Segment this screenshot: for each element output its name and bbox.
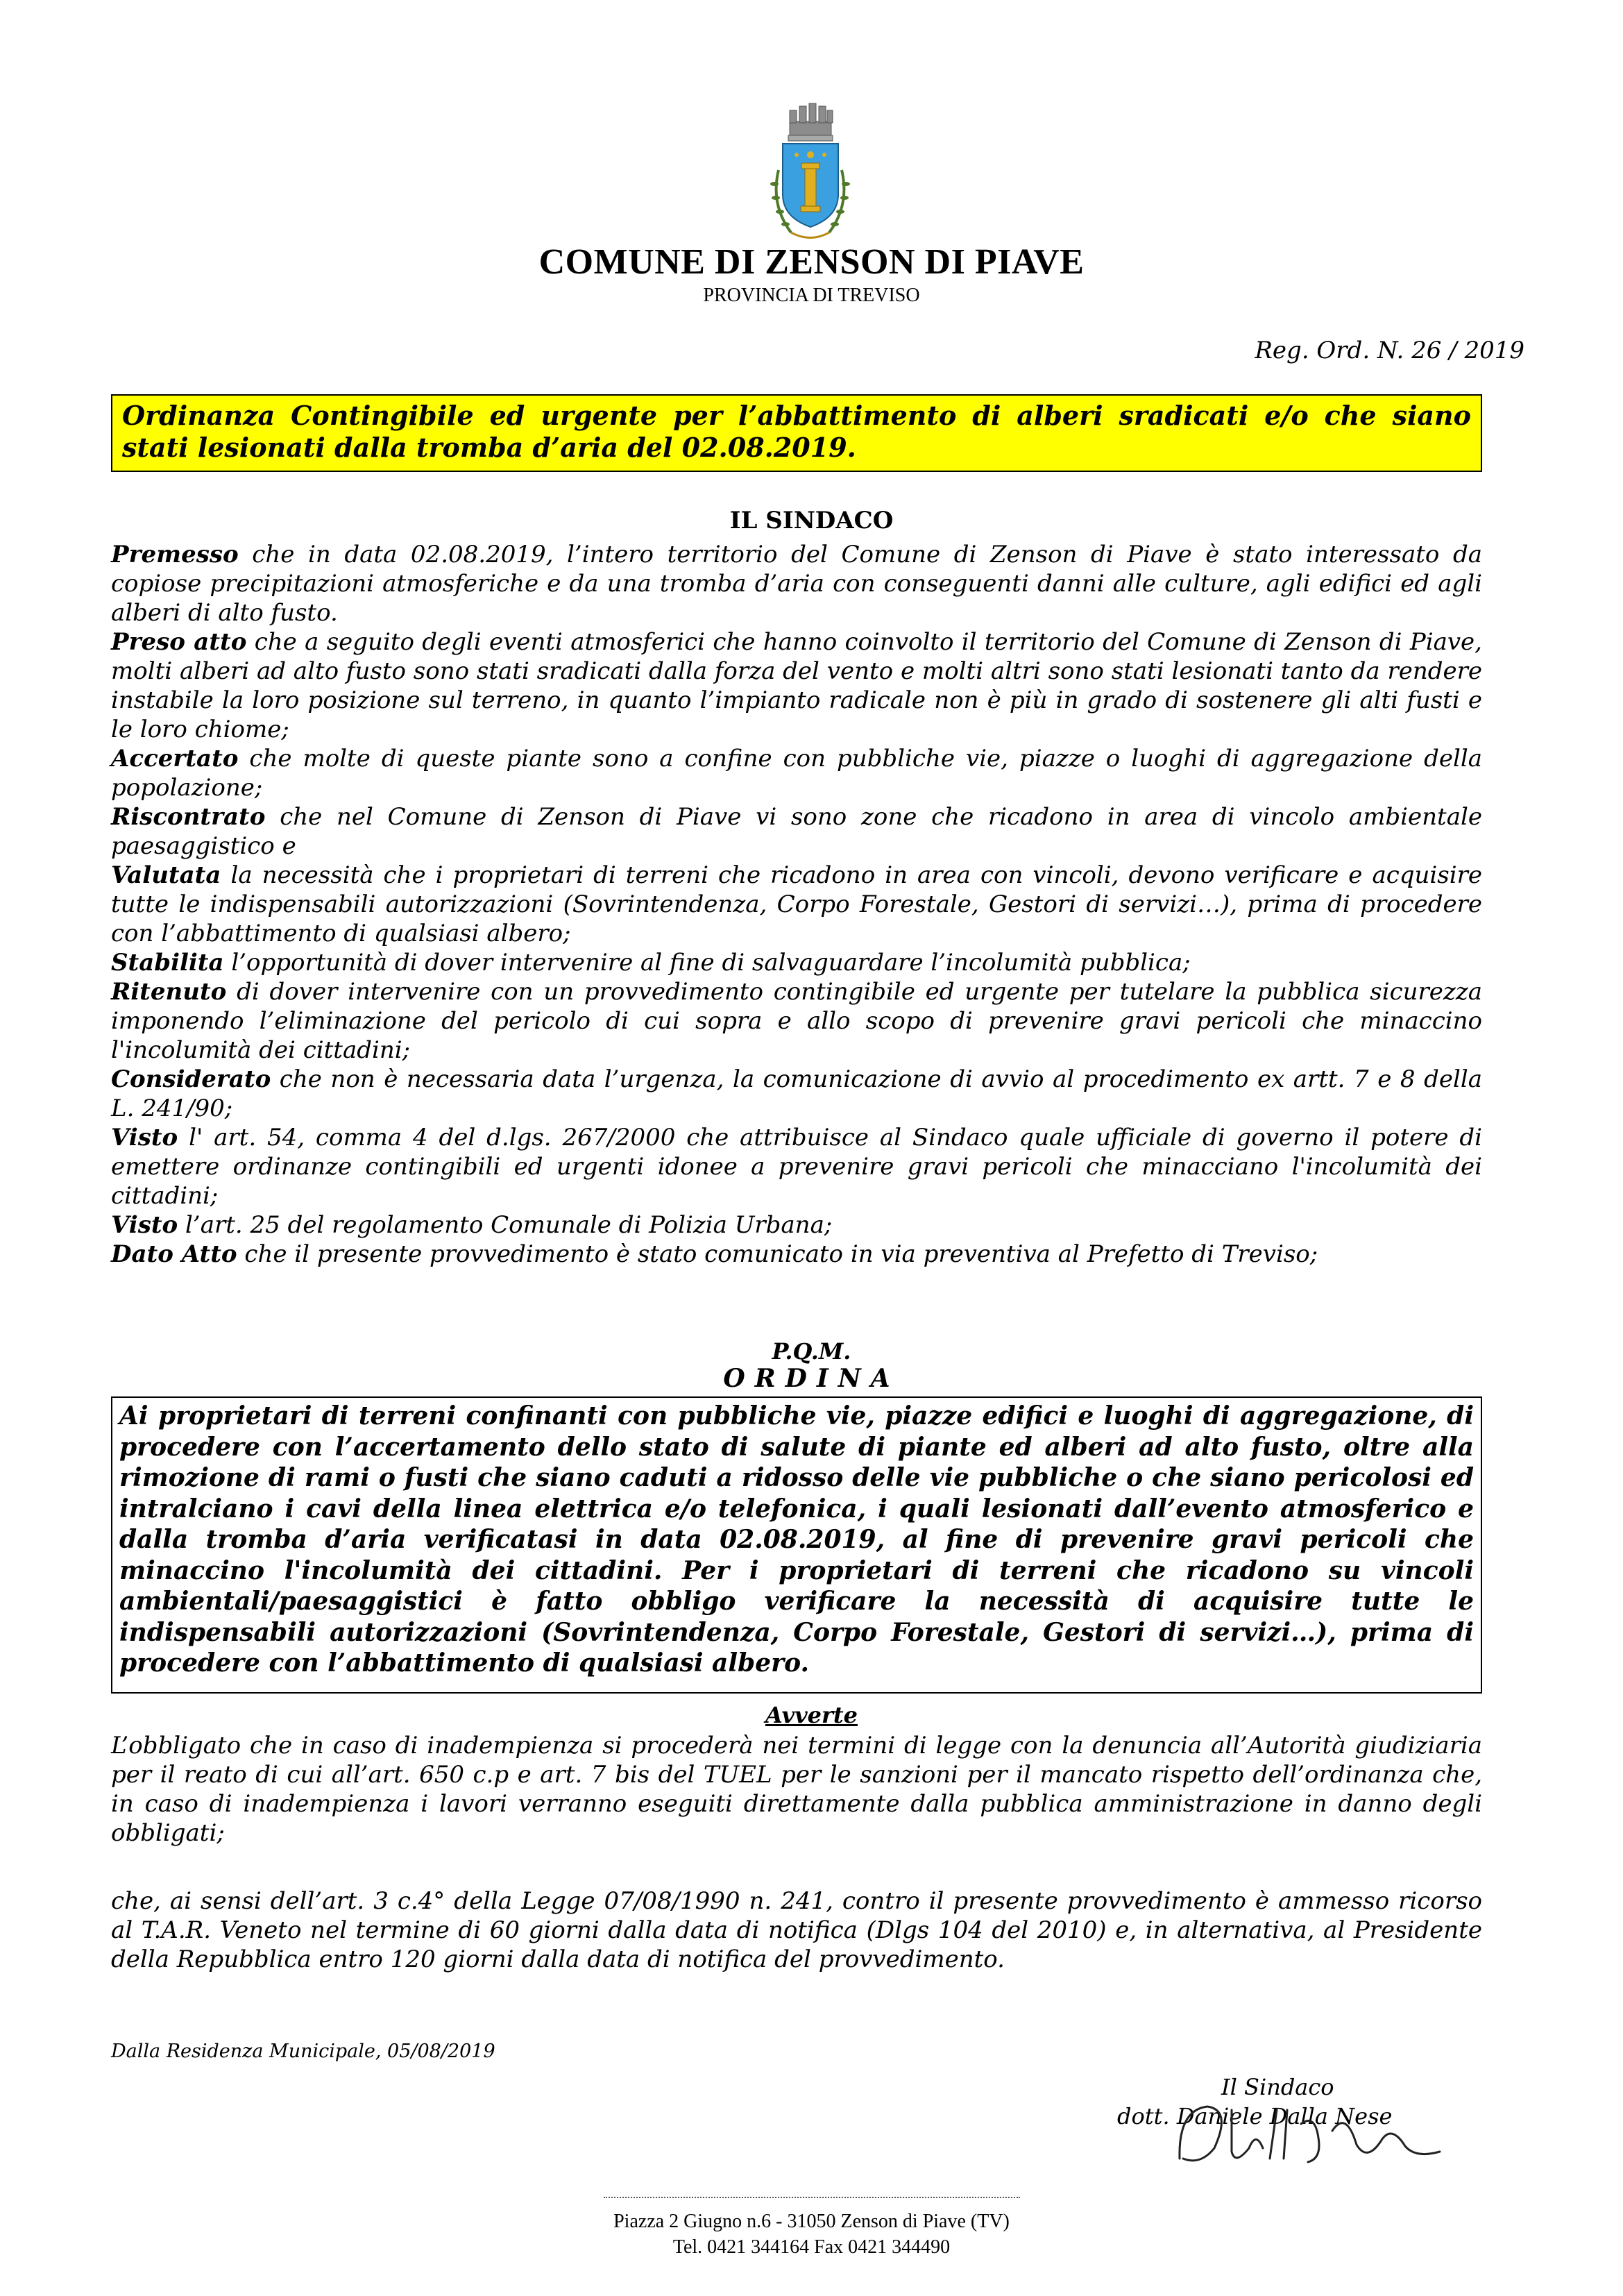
footer-address: Piazza 2 Giugno n.6 - 31050 Zenson di Piave (TV) bbox=[613, 2211, 1010, 2232]
signer-role: Il Sindaco bbox=[1221, 2074, 1334, 2100]
premise-paragraph: Accertato che molte di queste piante sono a confine con pubbliche vie, piazze o luoghi di aggregazione della popolazione; bbox=[111, 745, 1482, 802]
ordinance-register-number: Reg. Ord. N. 26 / 2019 bbox=[1255, 337, 1524, 364]
appeal-paragraph: che, ai sensi dell’art. 3 c.4° della Legge 07/08/1990 n. 241, contro il presente provvedimento è ammesso ricorso al T.A.R. Veneto nel termine di 60 giorni dalla data di notifica (Dlgs 104 del 2010) e, in alternativa, al Presidente della Repubblica entro 120 giorni dalla data di notifica del provvedimento. bbox=[111, 1887, 1482, 1973]
premise-paragraph: Visto l' art. 54, comma 4 del d.lgs. 267/2000 che attribuisce al Sindaco quale ufficiale di governo il potere di emettere ordinanze contingibili ed urgenti idonee a prevenire gravi pericoli che minacciano l'incolumità dei cittadini; bbox=[111, 1124, 1482, 1210]
ordinance-title: Ordinanza Contingibile ed urgente per l’abbattimento di alberi sradicati e/o che siano stati lesionati dalla tromba d’aria del 02.08.2019. bbox=[111, 394, 1482, 472]
ordina-heading: ORDINA bbox=[723, 1364, 900, 1393]
footer-divider bbox=[604, 2197, 1020, 2198]
municipality-name: COMUNE DI ZENSON DI PIAVE bbox=[538, 242, 1085, 282]
mayor-heading: IL SINDACO bbox=[729, 507, 894, 534]
signer-name: dott. Daniele Dalla Nese bbox=[1117, 2103, 1393, 2129]
ordina-text: Ai proprietari di terreni confinanti con pubbliche vie, piazze edifici e luoghi di aggregazione, di procedere con l’accertamento dello stato di salute di piante ed alberi ad alto fusto, oltre alla rimozione di rami o fusti che siano caduti a ridosso delle vie pubbliche o che siano pericolosi ed intralciano i cavi della linea elettrica e/o telefonica, i quali lesionati dall’evento atmosferico e dalla tromba d’aria verificatasi in data 02.08.2019, al fine di prevenire gravi pericoli che minaccino l'incolumità dei cittadini. Per i proprietari di terreni che ricadono su vincoli ambientali/paesaggistici è fatto obbligo verificare la necessità di acquisire tutte le indispensabili autorizzazioni (Sovrintendenza, Corpo Forestale, Gestori di servizi…), prima di procedere con l’abbattimento di qualsiasi albero. bbox=[111, 1396, 1482, 1694]
premise-paragraph: Riscontrato che nel Comune di Zenson di Piave vi sono zone che ricadono in area di vincolo ambientale paesaggistico e bbox=[111, 803, 1482, 860]
premise-paragraph: Stabilita l’opportunità di dover intervenire al fine di salvaguardare l’incolumità pubblica; bbox=[111, 949, 1191, 977]
premise-paragraph: Visto l’art. 25 del regolamento Comunale di Polizia Urbana; bbox=[111, 1211, 833, 1239]
premise-paragraph: Considerato che non è necessaria data l’urgenza, la comunicazione di avvio al procedimento ex artt. 7 e 8 della L. 241/90; bbox=[111, 1065, 1482, 1122]
footer-contacts: Tel. 0421 344164 Fax 0421 344490 bbox=[672, 2236, 951, 2258]
pqm-heading: P.Q.M. bbox=[772, 1338, 851, 1365]
place-and-date: Dalla Residenza Municipale, 05/08/2019 bbox=[111, 2041, 495, 2062]
coat-of-arms-icon bbox=[763, 94, 857, 250]
premise-paragraph: Ritenuto di dover intervenire con un provvedimento contingibile ed urgente per tutelare la pubblica sicurezza imponendo l’eliminazione del pericolo di cui sopra e allo scopo di prevenire gravi pericoli che minaccino l'incolumità dei cittadini; bbox=[111, 978, 1482, 1064]
avverte-heading: Avverte bbox=[765, 1702, 858, 1728]
premise-paragraph: Valutata la necessità che i proprietari di terreni che ricadono in area con vincoli, devono verificare e acquisire tutte le indispensabili autorizzazioni (Sovrintendenza, Corpo Forestale, Gestori di servizi…), prima di procedere con l’abbattimento di qualsiasi albero; bbox=[111, 861, 1482, 947]
province-name: PROVINCIA DI TREVISO bbox=[703, 285, 920, 306]
avverte-paragraph: L’obbligato che in caso di inadempienza si procederà nei termini di legge con la denuncia all’Autorità giudiziaria per il reato di cui all’art. 650 c.p e art. 7 bis del TUEL per le sanzioni per il mancato rispetto dell’ordinanza che, in caso di inadempienza i lavori verranno eseguiti direttamente dalla pubblica amministrazione in danno degli obbligati; bbox=[111, 1732, 1482, 1847]
signature-icon bbox=[1166, 2082, 1457, 2179]
premise-paragraph: Premesso che in data 02.08.2019, l’intero territorio del Comune di Zenson di Piave è stato interessato da copiose precipitazioni atmosferiche e da una tromba d’aria con conseguenti danni alle culture, agli edifici ed agli alberi di alto fusto. bbox=[111, 541, 1482, 627]
premise-paragraph: Preso atto che a seguito degli eventi atmosferici che hanno coinvolto il territorio del Comune di Zenson di Piave, molti alberi ad alto fusto sono stati sradicati dalla forza del vento e molti altri sono stati lesionati tanto da rendere instabile la loro posizione sul terreno, in quanto l’impianto radicale non è più in grado di sostenere gli alti fusti e le loro chiome; bbox=[111, 628, 1482, 743]
premise-paragraph: Dato Atto che il presente provvedimento è stato comunicato in via preventiva al Prefetto di Treviso; bbox=[111, 1240, 1318, 1268]
